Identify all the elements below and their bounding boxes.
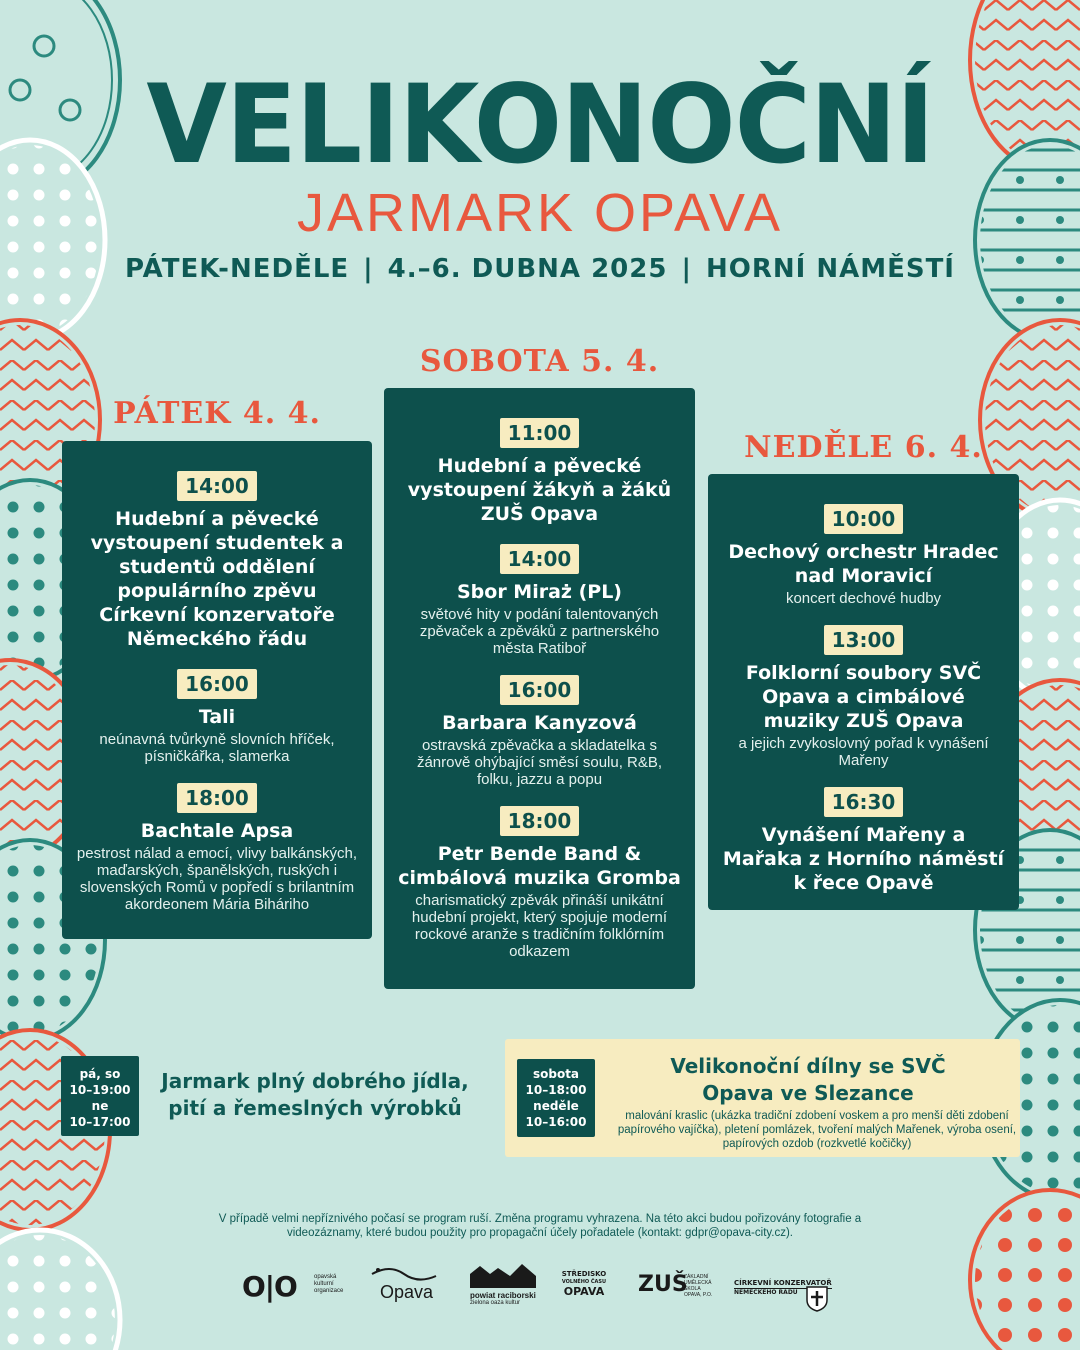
zus-logo-mark: ZUŠ	[638, 1272, 688, 1297]
powiat-raciborski-logo	[470, 1262, 540, 1306]
workshop-hours-line: 10–16:00	[525, 1115, 587, 1129]
time-badge: 10:00	[824, 504, 904, 534]
market-hours-line: 10–19:00	[69, 1083, 131, 1097]
time-badge: 13:00	[824, 625, 904, 655]
act-title: Hudební a pěvecké vystoupení žákyň a žáků ZUŠ Opava	[407, 455, 672, 525]
time-badge: 18:00	[177, 783, 257, 813]
market-hours-line: pá, so	[79, 1067, 121, 1081]
market-description	[150, 1068, 480, 1122]
program-item	[76, 471, 358, 651]
act-description: koncert dechové hudby	[785, 590, 942, 607]
powiat-text-line1: powiat raciborski	[470, 1291, 536, 1300]
konzervator-shield-icon	[806, 1286, 828, 1312]
opava-swoosh-icon	[370, 1264, 440, 1284]
time-badge: 16:00	[500, 675, 580, 705]
act-title: Sbor Miraż (PL)	[456, 581, 622, 603]
act-title: Dechový orchestr Hradec nad Moravicí	[728, 541, 999, 587]
svc-text-line2: VOLNÉHO ČASU	[561, 1279, 607, 1285]
program-item	[722, 787, 1005, 895]
ok-logo-text: opavská kulturní organizace	[314, 1274, 344, 1294]
svc-text-line3: OPAVA	[563, 1285, 605, 1298]
saturday-program-panel	[384, 388, 695, 989]
time-badge: 11:00	[500, 418, 580, 448]
market-text-line: pití a řemeslných výrobků	[168, 1096, 462, 1120]
act-description: a jejich zvykoslovný pořad k vynášení Mařeny	[738, 735, 989, 769]
event-dates: 4.–6. DUBNA 2025	[387, 254, 668, 284]
program-item	[398, 544, 681, 657]
workshop-title-line: Opava ve Slezance	[702, 1081, 914, 1105]
meta-separator: |	[363, 254, 374, 284]
act-title: Bachtale Apsa	[140, 820, 294, 842]
workshop-title-line: Velikonoční dílny se SVČ	[670, 1054, 946, 1078]
svc-text-line1: STŘEDISKO	[561, 1270, 607, 1278]
act-title: Petr Bende Band & cimbálová muzika Gromba	[398, 843, 681, 889]
workshop-description: malování kraslic (ukázka tradiční zdobení voskem a pro menší děti zdobení papírového vajíčka), pletení pomlázek, tvoření malých Mařenek, výroba osení, papírových ozdob (rozkvetlé kočičky)	[617, 1110, 1017, 1150]
opava-city-logo	[370, 1264, 440, 1304]
workshop-hours-box	[517, 1059, 595, 1137]
act-title: Barbara Kanyzová	[442, 712, 637, 734]
program-item	[398, 418, 681, 526]
act-description: světové hity v podání talentovaných zpěvaček a zpěváků z partnerského města Ratiboř	[419, 606, 660, 657]
act-title: Vynášení Mařeny a Mařaka z Horního náměstí k řece Opavě	[722, 824, 1005, 894]
powiat-skyline-icon	[470, 1262, 536, 1288]
program-item	[76, 783, 358, 913]
page-subtitle: JARMARK OPAVA	[296, 183, 784, 243]
zus-logo-text: ZÁKLADNÍ UMĚLECKÁ ŠKOLA OPAVA, P.O.	[684, 1274, 713, 1298]
market-hours-line: ne	[91, 1099, 109, 1113]
workshop-hours-line: 10–18:00	[525, 1083, 587, 1097]
act-title: Tali	[198, 706, 236, 728]
market-text-line: Jarmark plný dobrého jídla,	[161, 1069, 469, 1093]
meta-separator: |	[681, 254, 692, 284]
time-badge: 18:00	[500, 806, 580, 836]
konzervator-text-line2: NĚMECKÉHO ŘÁDU	[734, 1289, 798, 1296]
market-hours-line: 10–17:00	[69, 1115, 131, 1129]
act-description: charismatický zpěvák přináší unikátní hudební projekt, který spojuje moderní rockové aranže s tradičním folklórním odkazem	[411, 892, 668, 960]
disclaimer-text: V případě velmi nepříznivého počasí se program ruší. Změna programu vyhrazena. Na této akci budou pořizovány fotografie a videozáznamy, které budou použity pro propagační účely pořadatele (kontakt: gdpr@opava-city.cz).	[218, 1213, 862, 1239]
sunday-heading: NEDĚLE 6. 4.	[744, 430, 983, 465]
program-item	[722, 625, 1005, 769]
program-item	[398, 806, 681, 960]
ok-opava-logo	[242, 1270, 352, 1306]
time-badge: 14:00	[500, 544, 580, 574]
act-description: neúnavná tvůrkyně slovních hříček, písničkářka, slamerka	[99, 731, 335, 765]
friday-heading: PÁTEK 4. 4.	[113, 396, 321, 431]
program-item	[76, 669, 358, 765]
workshop-title	[615, 1053, 1001, 1107]
page-title: VELIKONOČNÍ	[146, 59, 934, 189]
event-days: PÁTEK-NEDĚLE	[125, 254, 350, 284]
konzervator-logo	[734, 1270, 834, 1314]
market-hours-box	[61, 1056, 139, 1136]
workshop-hours-line: neděle	[533, 1099, 579, 1113]
act-title: Folklorní soubory SVČ Opava a cimbálové muziky ZUŠ Opava	[745, 662, 982, 732]
time-badge: 16:30	[824, 787, 904, 817]
powiat-text-line2: zielona oaza kultur	[470, 1300, 521, 1306]
act-description: pestrost nálad a emocí, vlivy balkánských, maďarských, španělských, ruských i slovenských Romů v popředí s brilantním akordeonem Mária Biháriho	[76, 845, 358, 913]
zus-opava-logo	[638, 1272, 718, 1302]
partner-logos	[0, 1262, 1080, 1312]
act-title: Hudební a pěvecké vystoupení studentek a studentů oddělení populárního zpěvu Církevní konzervatoře Německého řádu	[90, 508, 344, 650]
program-item	[722, 504, 1005, 607]
event-meta	[0, 254, 1080, 284]
time-badge: 16:00	[177, 669, 257, 699]
act-description: ostravská zpěvačka a skladatelka s žánrově ohýbající směsí soulu, R&B, folku, jazzu a popu	[416, 737, 663, 788]
workshop-hours-line: sobota	[532, 1067, 580, 1081]
saturday-heading: SOBOTA 5. 4.	[419, 344, 660, 379]
sunday-program-panel	[708, 474, 1019, 910]
opava-logo-text: Opava	[380, 1282, 434, 1302]
friday-program-panel	[62, 441, 372, 939]
svc-opava-logo	[556, 1270, 612, 1304]
konzervator-text-line1: CÍRKEVNÍ KONZERVATOŘ	[734, 1279, 832, 1287]
workshop-box	[505, 1039, 1020, 1157]
program-item	[398, 675, 681, 788]
time-badge: 14:00	[177, 471, 257, 501]
event-place: HORNÍ NÁMĚSTÍ	[705, 254, 955, 284]
ok-logo-mark: O|O	[242, 1270, 297, 1303]
